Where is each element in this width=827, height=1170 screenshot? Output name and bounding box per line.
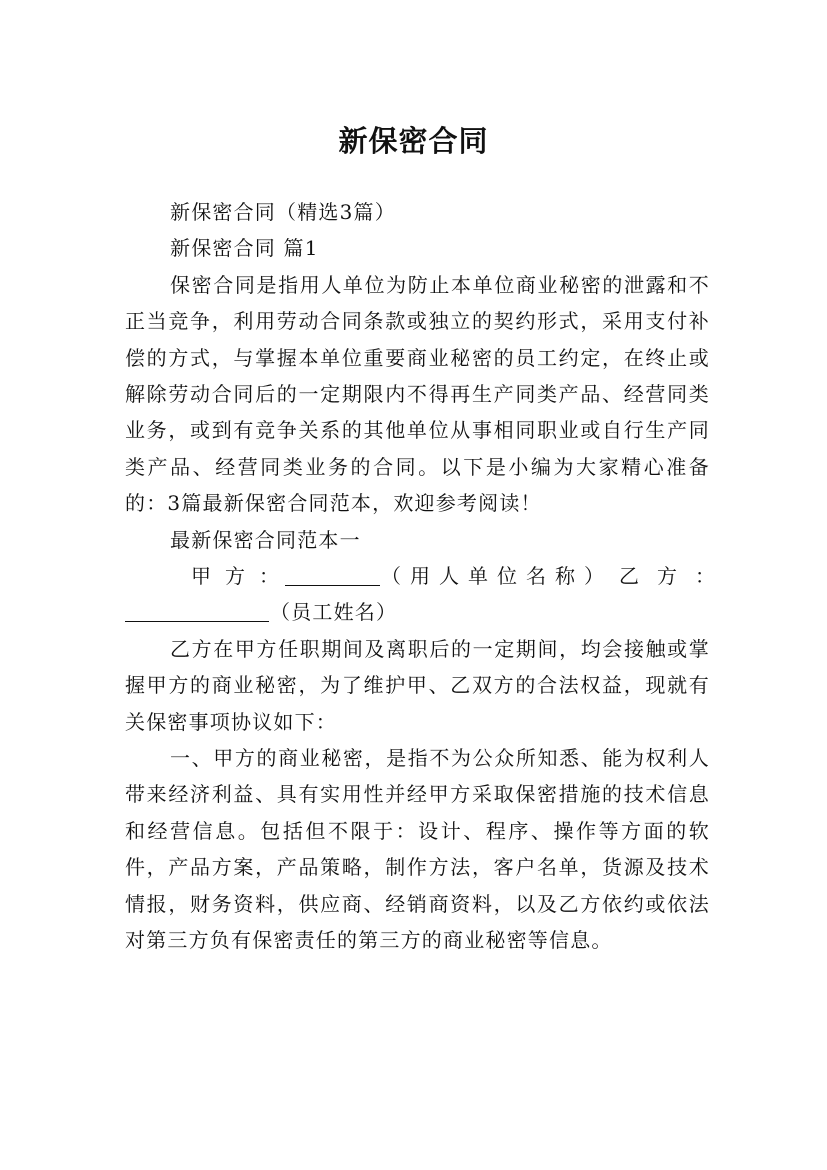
party-a-name-blank [285, 585, 380, 586]
party-information-line [125, 558, 733, 594]
intro-paragraph: 保密合同是指用人单位为防止本单位商业秘密的泄露和不正当竞争，利用劳动合同条款或独立的契约形式，采用支付补偿的方式，与掌握本单位重要商业秘密的员工约定，在终止或解除劳动合同后的一定期限内不得再生产同类产品、经营同类业务，或到有竞争关系的其他单位从事相同职业或自行生产同类产品、经营同类业务的合同。以下是小编为大家精心准备的：3篇最新保密合同范本，欢迎参考阅读！ [125, 272, 710, 516]
employer-name-label: （用人单位名称） [381, 564, 613, 589]
contract-subtitle: 新保密合同（精选3篇） [170, 200, 396, 224]
clause-one-paragraph: 一、甲方的商业秘密，是指不为公众所知悉、能为权利人带来经济利益、具有实用性并经甲方采取保密措施的技术信息和经营信息。包括但不限于：设计、程序、操作等方面的软件，产品方案，产品策略，制作方法，客户名单，货源及技术情报，财务资料，供应商、经销商资料，以及乙方依约或依法对第三方负有保密责任的第三方的商业秘密等信息。 [125, 746, 710, 953]
template-heading: 最新保密合同范本一 [170, 527, 361, 552]
party-b-label: 乙方： [619, 564, 733, 589]
party-a-label: 甲方： [191, 564, 293, 589]
employee-name-blank [125, 621, 269, 622]
document-body [125, 194, 733, 959]
employee-name-label: （员工姓名） [270, 600, 398, 625]
section-heading: 新保密合同 篇1 [170, 236, 319, 261]
document-title: 新保密合同 [338, 124, 489, 159]
employee-name-line [125, 594, 710, 630]
agreement-intro-paragraph: 乙方在甲方任职期间及离职后的一定期间，均会接触或掌握甲方的商业秘密，为了维护甲、乙双方的合法权益，现就有关保密事项协议如下： [125, 636, 710, 734]
